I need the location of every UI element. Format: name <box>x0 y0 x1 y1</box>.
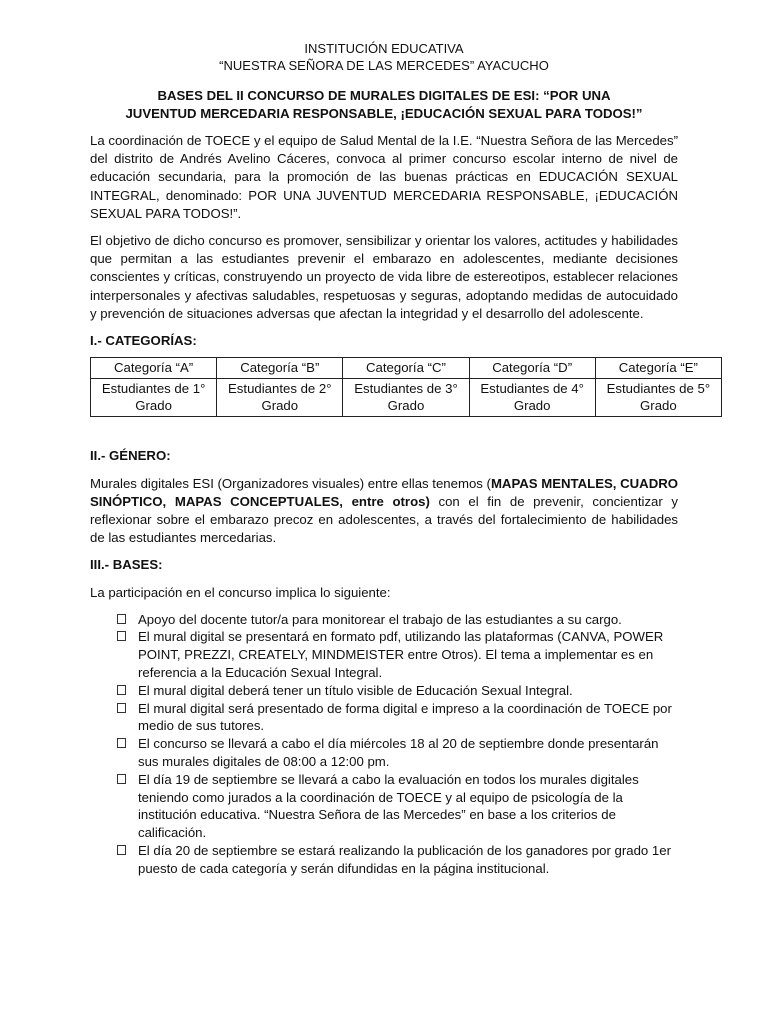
checkbox-bullet-icon <box>117 614 126 624</box>
genero-heading: II.- GÉNERO: <box>90 447 171 463</box>
table-header-cell: Categoría “A” <box>91 358 217 379</box>
list-item-text: El día 20 de septiembre se estará realizando la publicación de los ganadores por grado 1er puesto de cada categoría y serán difundidas en la página institucional. <box>138 842 671 876</box>
list-item <box>138 842 678 878</box>
checkbox-bullet-icon <box>117 738 126 748</box>
intro-paragraph-1: La coordinación de TOECE y el equipo de Salud Mental de la I.E. “Nuestra Señora de las Mercedes” del distrito de Andrés Avelino Cáceres, convoca al primer concurso escolar interno de nivel de educación secundaria, para la promoción de las buenas prácticas en EDUCACIÓN SEXUAL INTEGRAL, denominado: POR UNA JUVENTUD MERCEDARIA RESPONSABLE, ¡EDUCACIÓN SEXUAL PARA TODOS!”. <box>90 133 678 221</box>
table-cell: Estudiantes de 4° Grado <box>469 378 595 416</box>
table-cell: Estudiantes de 2° Grado <box>217 378 343 416</box>
list-item-text: Apoyo del docente tutor/a para monitorear el trabajo de las estudiantes a su cargo. <box>138 611 622 627</box>
list-item <box>138 682 678 700</box>
institution-line-2: “NUESTRA SEÑORA DE LAS MERCEDES” AYACUCHO <box>219 58 549 73</box>
document-header <box>90 40 678 123</box>
categorias-table <box>90 357 722 417</box>
table-row <box>91 378 722 416</box>
genero-text-end: con el fin de prevenir, concientizar y reflexionar sobre el embarazo precoz en adolescentes, a través del fortalecimiento de habilidades de las estudiantes mercedarias. <box>90 493 679 546</box>
table-cell: Estudiantes de 5° Grado <box>595 378 721 416</box>
list-item <box>138 700 678 736</box>
categorias-heading: I.- CATEGORÍAS: <box>90 333 197 349</box>
bases-heading: III.- BASES: <box>90 557 163 573</box>
bases-list <box>90 611 678 878</box>
intro-paragraph-2: El objetivo de dicho concurso es promover, sensibilizar y orientar los valores, actitudes y habilidades que permitan a las estudiantes prevenir el embarazo en adolescentes, mediante decisiones conscientes y críticas, construyendo un proyecto de vida libre de estereotipos, establecer relaciones interpersonales y afectivas saludables, respetuosas y seguras, adoptando medidas de autocuidado y prevención de situaciones adversas que afectan la integridad y el desarrollo del adolescente. <box>90 233 678 321</box>
list-item-text: El día 19 de septiembre se llevará a cabo la evaluación en todos los murales digitales teniendo como jurados a la coordinación de TOECE y al equipo de psicología de la institución educativa. “Nuestra Señora de las Mercedes” en base a los criterios de calificación. <box>138 771 639 841</box>
list-item <box>138 771 678 842</box>
bases-intro: La participación en el concurso implica lo siguiente: <box>90 585 391 601</box>
checkbox-bullet-icon <box>117 703 126 713</box>
list-item <box>138 628 678 681</box>
document-title: BASES DEL II CONCURSO DE MURALES DIGITALES DE ESI: “POR UNA JUVENTUD MERCEDARIA RESPONSABLE, ¡EDUCACIÓN SEXUAL PARA TODOS!” <box>125 88 643 121</box>
checkbox-bullet-icon <box>117 774 126 784</box>
table-cell: Estudiantes de 3° Grado <box>343 378 469 416</box>
list-item-text: El concurso se llevará a cabo el día miércoles 18 al 20 de septiembre donde presentarán sus murales digitales de 08:00 a 12:00 pm. <box>138 736 659 769</box>
list-item <box>138 735 678 771</box>
genero-text-bold: MAPAS MENTALES, CUADRO SINÓPTICO, MAPAS CONCEPTUALES, entre otros) <box>90 475 679 509</box>
list-item <box>138 611 678 629</box>
list-item-text: El mural digital deberá tener un título visible de Educación Sexual Integral. <box>138 682 573 698</box>
categorias-header-row <box>91 358 722 379</box>
institution-line-1: INSTITUCIÓN EDUCATIVA <box>304 41 464 56</box>
list-item-text: El mural digital será presentado de forma digital e impreso a la coordinación de TOECE por medio de sus tutores. <box>138 700 672 734</box>
checkbox-bullet-icon <box>117 631 126 641</box>
table-header-cell: Categoría “C” <box>343 358 469 379</box>
genero-text-start: Murales digitales ESI (Organizadores visuales) entre ellas tenemos ( <box>90 475 491 491</box>
table-header-cell: Categoría “D” <box>469 358 595 379</box>
checkbox-bullet-icon <box>117 685 126 695</box>
checkbox-bullet-icon <box>117 845 126 855</box>
list-item-text: El mural digital se presentará en formato pdf, utilizando las plataformas (CANVA, POWER POINT, PREZZI, CREATELY, MINDMEISTER entre Otros). El tema a implementar es en referencia a la Educación Sexual Integral. <box>138 629 664 680</box>
table-header-cell: Categoría “E” <box>595 358 721 379</box>
table-header-cell: Categoría “B” <box>217 358 343 379</box>
genero-paragraph <box>90 475 678 548</box>
table-cell: Estudiantes de 1° Grado <box>91 378 217 416</box>
